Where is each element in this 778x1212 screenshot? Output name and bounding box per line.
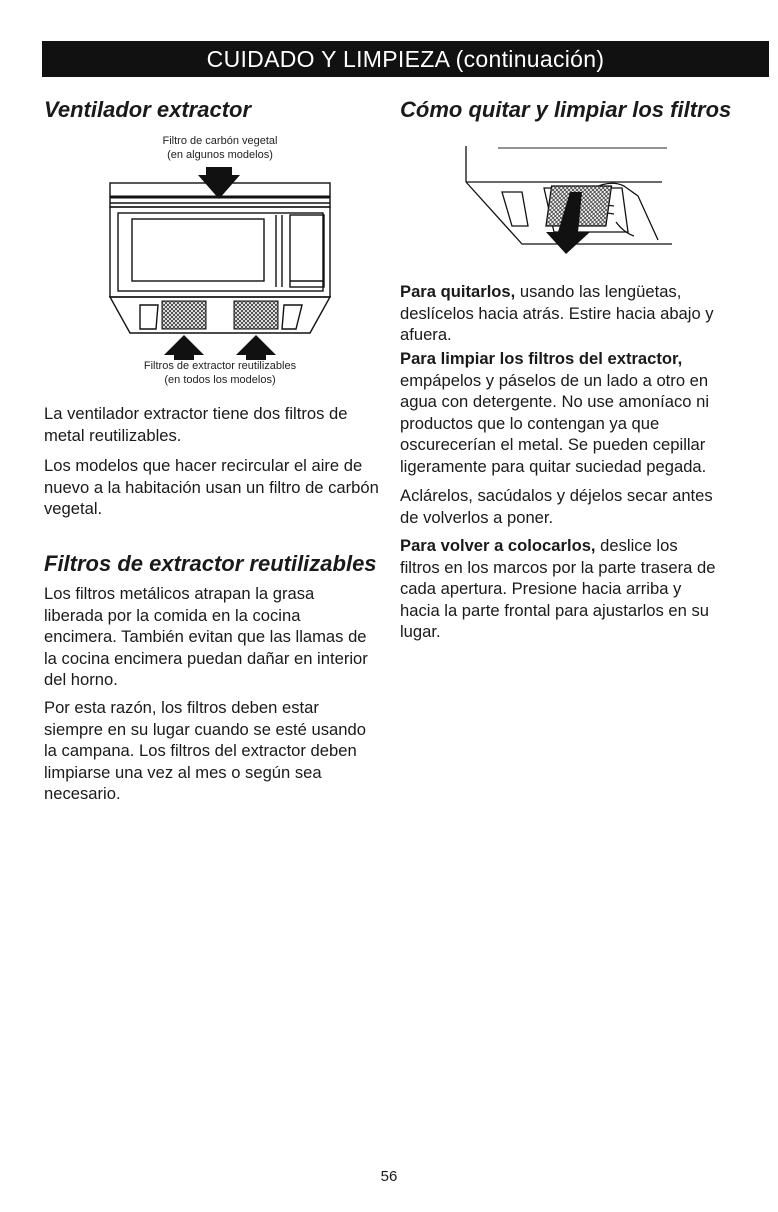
heading-vent-fan: Ventilador extractor: [44, 97, 252, 122]
label-to-clean: Para limpiar los filtros del extractor,: [400, 349, 683, 368]
para-to-clean: [400, 348, 745, 477]
text-to-replace: deslice los filtros en los marcos por la parte trasera de cada apertura. Presione hacia arriba y hacia la parte frontal para ajustarlos en su lugar.: [400, 536, 716, 641]
page-number: 56: [380, 1168, 398, 1185]
text-to-remove: usando las lengüetas, deslícelos hacia atrás. Estire hacia abajo y afuera.: [400, 282, 714, 344]
para-to-remove: [400, 281, 745, 346]
caption-line-2: (en todos los modelos): [164, 374, 276, 386]
caption-charcoal-filter: [120, 134, 320, 162]
filter-removal-illustration: [462, 140, 682, 270]
label-to-remove: Para quitarlos,: [400, 282, 516, 301]
label-to-replace: Para volver a colocarlos,: [400, 536, 596, 555]
para-recirculating: Los modelos que hacer recircular el aire de nuevo a la habitación usan un filtro de carbón vegetal.: [44, 456, 379, 518]
para-metal-filters: Los filtros metálicos atrapan la grasa liberada por la comida en la cocina encimera. También evitan que las llamas de la cocina encimera puedan dañar en interior del horno.: [44, 584, 368, 689]
text-to-clean: empápelos y páselos de un lado a otro en agua con detergente. No use amoníaco ni productos que lo contengan ya que oscurecerían el metal. Se pueden cepillar ligeramente para quitar suciedad pegada.: [400, 370, 710, 476]
microwave-filters-illustration: [100, 165, 340, 360]
para-to-replace: [400, 535, 720, 643]
caption-line-2: (en algunos modelos): [167, 149, 273, 161]
caption-reusable-filters: [110, 359, 330, 387]
para-rinse: Aclárelos, sacúdalos y déjelos secar antes de volverlos a poner.: [400, 486, 713, 527]
caption-line-1: Filtros de extractor reutilizables: [143, 360, 297, 372]
heading-remove-clean: Cómo quitar y limpiar los filtros: [400, 97, 732, 122]
section-banner: CUIDADO Y LIMPIEZA (continuación): [42, 41, 769, 77]
caption-line-1: Filtro de carbón vegetal: [162, 135, 278, 147]
para-filter-usage: Por esta razón, los filtros deben estar siempre en su lugar cuando se esté usando la campana. Los filtros del extractor deben limpiarse una vez al mes o según sea necesario.: [44, 698, 366, 803]
heading-reusable-filters: Filtros de extractor reutilizables: [44, 551, 377, 576]
arrow-up-icon: [164, 335, 204, 360]
para-vent-filters: La ventilador extractor tiene dos filtros de metal reutilizables.: [44, 404, 348, 445]
arrow-up-icon: [236, 335, 276, 360]
